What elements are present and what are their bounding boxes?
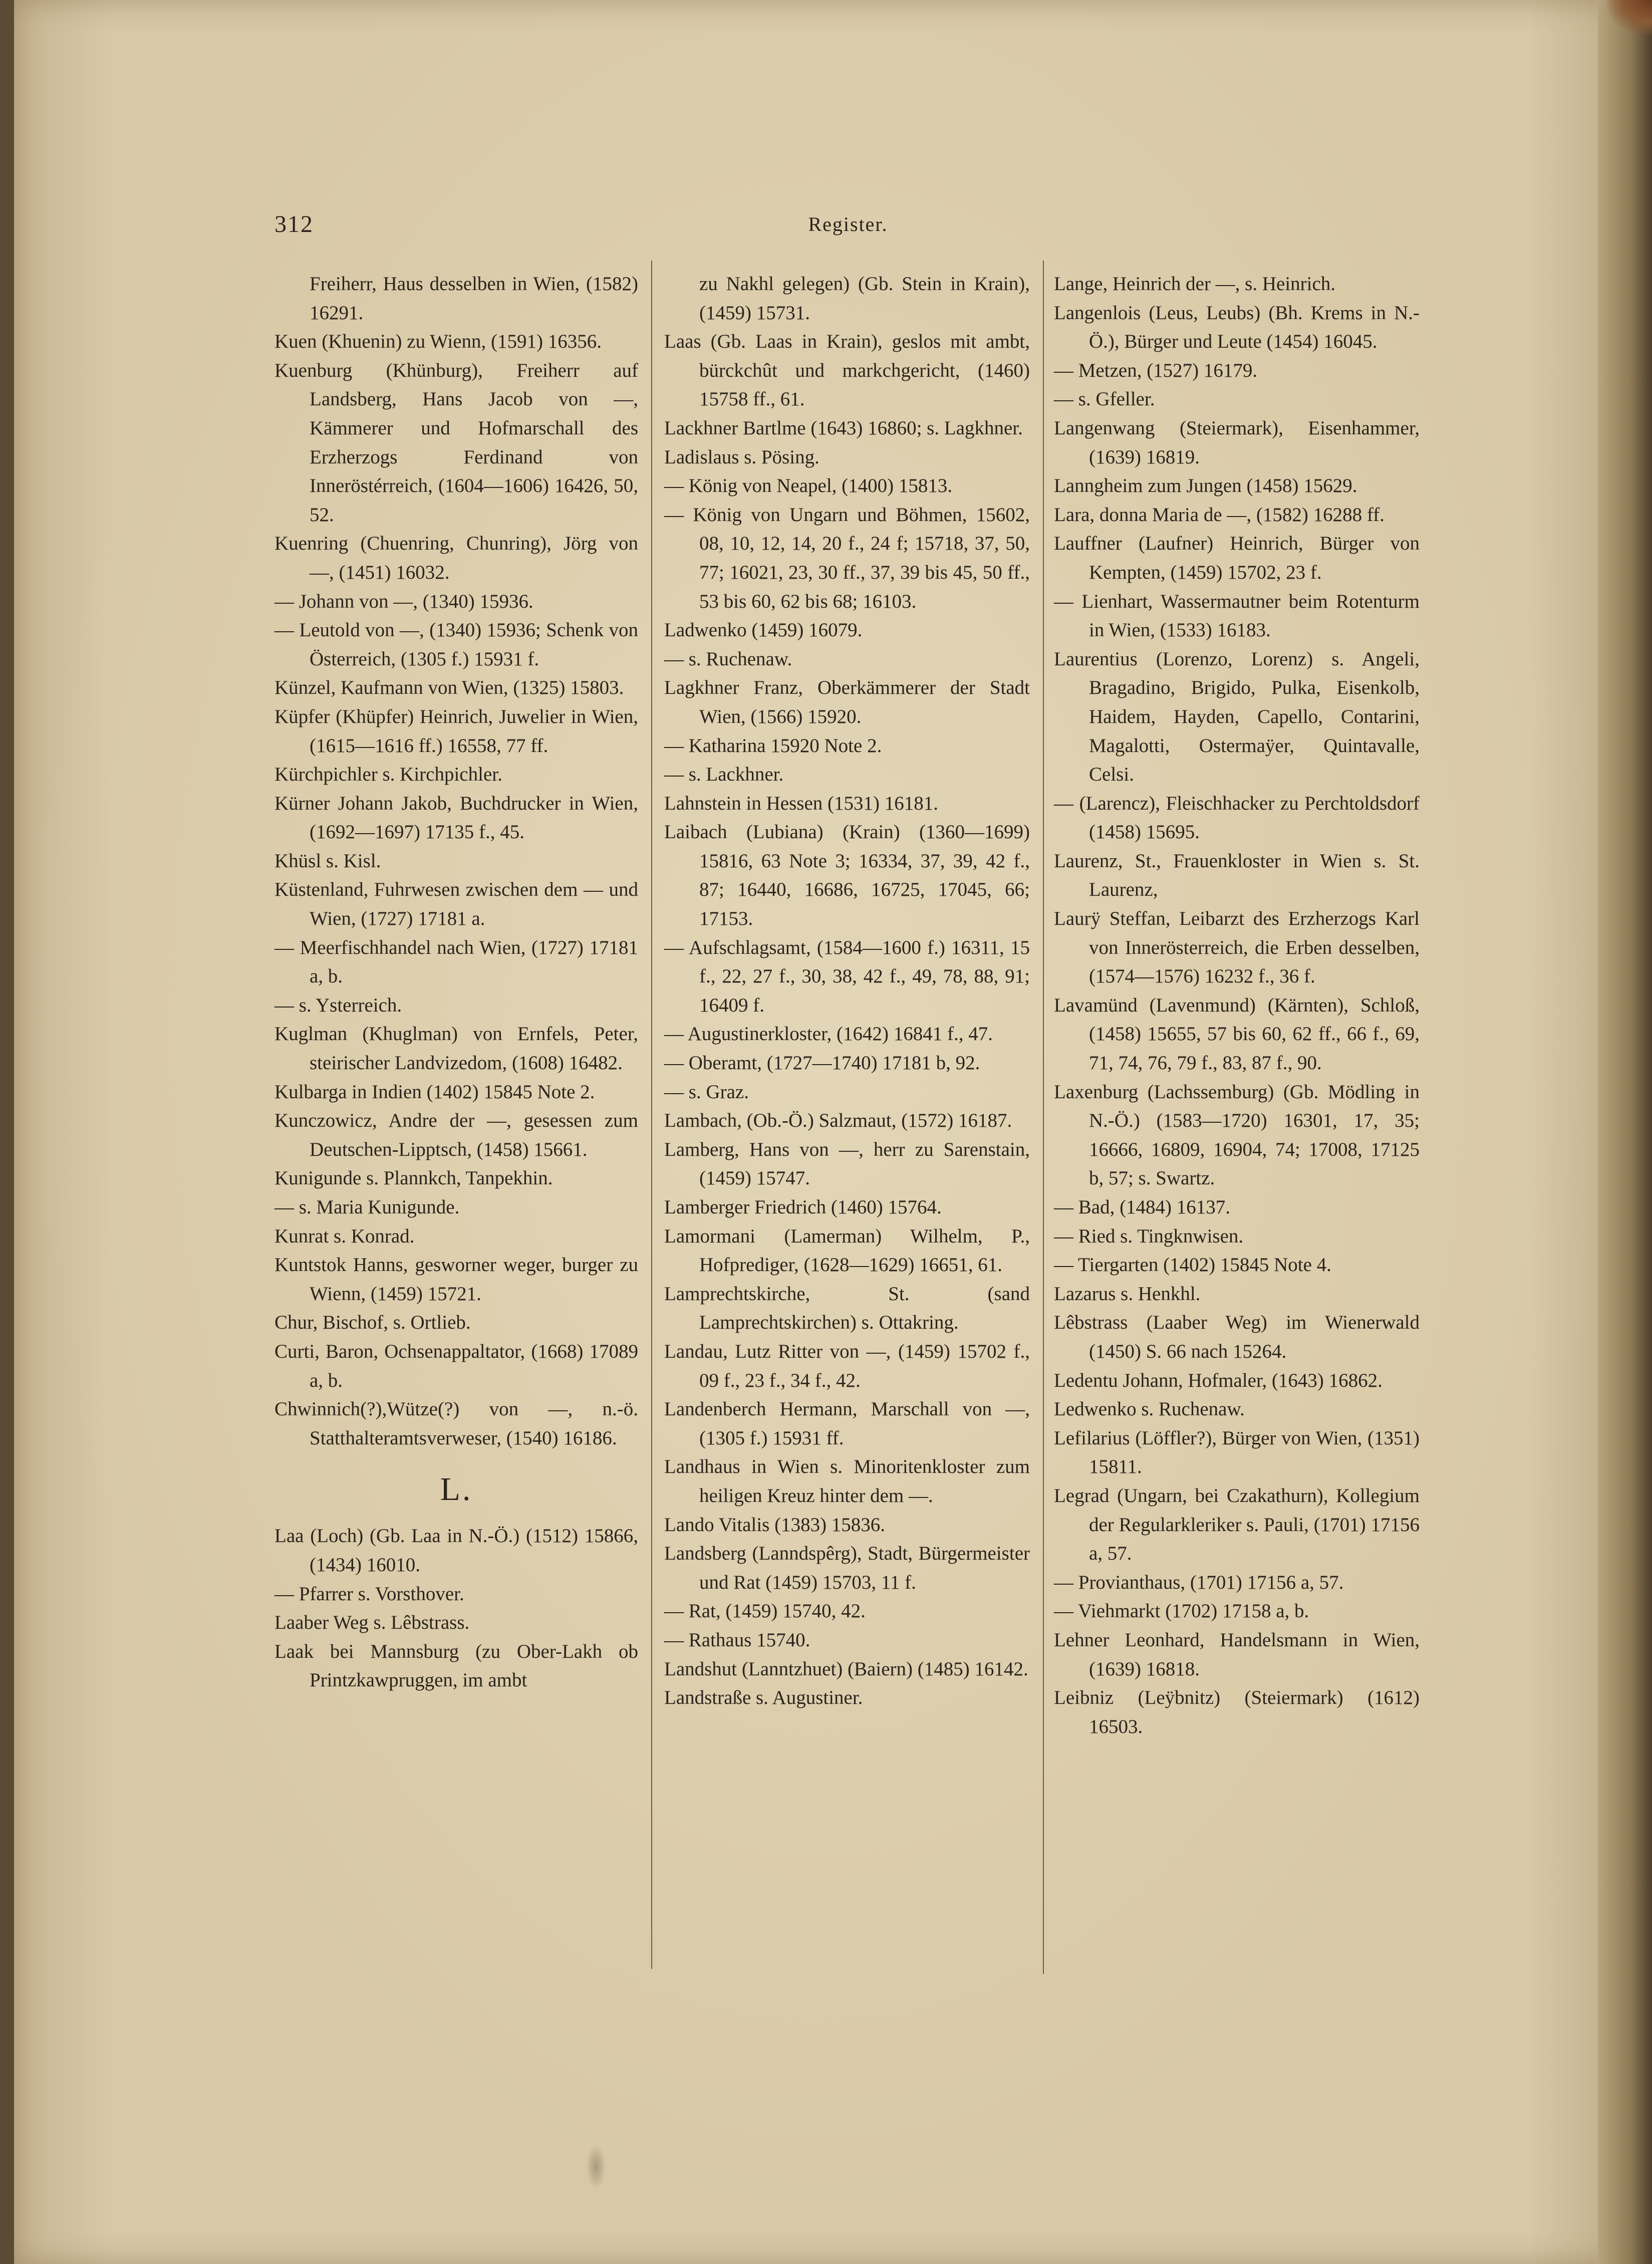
register-entry: — s. Gfeller. (1054, 388, 1155, 410)
register-entry: Lazarus s. Henkhl. (1054, 1283, 1201, 1305)
register-entry: Langenwang (Steiermark), Eisenhammer, (1639) 16819. (1054, 417, 1420, 468)
corner-damage (1607, 0, 1652, 35)
register-entry: — König von Neapel, (1400) 15813. (664, 475, 953, 497)
register-entry: Kuenburg (Khünburg), Freiherr auf Landsberg, Hans Jacob von —, Kämmerer und Hofmarschall des Erzherzogs Ferdinand von Inneröstérreich, (1604—1606) 16426, 50, 52. (274, 359, 638, 526)
register-entry: Freiherr, Haus desselben in Wien, (1582) 16291. (310, 273, 638, 324)
register-entry: — (Larencz), Fleischhacker zu Perchtoldsdorf (1458) 15695. (1054, 792, 1420, 843)
register-entry: Laurentius (Lorenzo, Lorenz) s. Angeli, Bragadino, Brigido, Pulka, Eisenkolb, Haidem, Hayden, Capello, Contarini, Magalotti, Ostermaÿer, Quintavalle, Celsi. (1054, 648, 1420, 786)
register-entry: Lagkhner Franz, Oberkämmerer der Stadt Wien, (1566) 15920. (664, 677, 1030, 727)
register-column-1 (274, 270, 638, 1695)
register-entry: — Aufschlagsamt, (1584—1600 f.) 16311, 15 f., 22, 27 f., 30, 38, 42 f., 49, 78, 88, 91; 16409 f. (664, 936, 1030, 1016)
register-entry: Laurÿ Steffan, Leibarzt des Erzherzogs Karl von Innerösterreich, die Erben desselben, (1574—1576) 16232 f., 36 f. (1054, 908, 1420, 987)
register-entry: — Meerfischhandel nach Wien, (1727) 17181 a, b. (274, 936, 638, 987)
register-entry: — Viehmarkt (1702) 17158 a, b. (1054, 1600, 1309, 1622)
register-entry: Laibach (Lubiana) (Krain) (1360—1699) 15816, 63 Note 3; 16334, 37, 39, 42 f., 87; 16440, 16686, 16725, 17045, 66; 17153. (664, 821, 1030, 930)
register-entry: Lêbstrass (Laaber Weg) im Wienerwald (1450) S. 66 nach 15264. (1054, 1312, 1420, 1362)
register-entry: — Lienhart, Wassermautner beim Rotenturm in Wien, (1533) 16183. (1054, 590, 1420, 641)
register-entry: Lackhner Bartlme (1643) 16860; s. Lagkhner. (664, 417, 1023, 439)
register-entry: — Metzen, (1527) 16179. (1054, 359, 1258, 381)
register-entry: Künzel, Kaufmann von Wien, (1325) 15803. (274, 677, 624, 699)
register-entry: Lavamünd (Lavenmund) (Kärnten), Schloß, (1458) 15655, 57 bis 60, 62 ff., 66 f., 69, 71, 74, 76, 79 f., 83, 87 f., 90. (1054, 994, 1420, 1074)
register-entry: Lamprechtskirche, St. (sand Lamprechtskirchen) s. Ottakring. (664, 1283, 1030, 1334)
register-entry: Laas (Gb. Laas in Krain), geslos mit ambt, bürckchût und markchgericht, (1460) 15758 ff., 61. (664, 331, 1030, 410)
register-entry: — Ried s. Tingknwisen. (1054, 1225, 1244, 1247)
register-entry: Lamberger Friedrich (1460) 15764. (664, 1196, 942, 1218)
section-letter-heading: L. (440, 1471, 473, 1508)
register-entry: Kulbarga in Indien (1402) 15845 Note 2. (274, 1081, 595, 1103)
register-entry: Langenlois (Leus, Leubs) (Bh. Krems in N.-Ö.), Bürger und Leute (1454) 16045. (1054, 302, 1420, 353)
paper-stain (586, 2144, 606, 2189)
register-entry: Laxenburg (Lachssemburg) (Gb. Mödling in N.-Ö.) (1583—1720) 16301, 17, 35; 16666, 16809, 16904, 74; 17008, 17125 b, 57; s. Swartz. (1054, 1081, 1420, 1189)
register-entry: Chur, Bischof, s. Ortlieb. (274, 1312, 471, 1334)
register-entry: Landsberg (Lanndspêrg), Stadt, Bürgermeister und Rat (1459) 15703, 11 f. (664, 1543, 1030, 1593)
register-entry: Kürner Johann Jakob, Buchdrucker in Wien, (1692—1697) 17135 f., 45. (274, 792, 638, 843)
register-entry: Laurenz, St., Frauenkloster in Wien s. St. Laurenz, (1054, 850, 1420, 901)
register-entry: Kuntstok Hanns, gesworner weger, burger zu Wienn, (1459) 15721. (274, 1254, 638, 1305)
register-entry: Khüsl s. Kisl. (274, 850, 381, 872)
register-column-2 (664, 270, 1030, 1712)
register-entry: Kunczowicz, Andre der —, gesessen zum Deutschen-Lipptsch, (1458) 15661. (274, 1110, 638, 1160)
page-edge (1598, 0, 1652, 2264)
register-entry: — s. Maria Kunigunde. (274, 1196, 460, 1218)
register-entry: Laaber Weg s. Lêbstrass. (274, 1612, 470, 1634)
register-entry: Küpfer (Khüpfer) Heinrich, Juwelier in Wien, (1615—1616 ff.) 16558, 77 ff. (274, 705, 638, 757)
register-entry: Lanngheim zum Jungen (1458) 15629. (1054, 475, 1357, 497)
register-entry: Lara, donna Maria de —, (1582) 16288 ff. (1054, 504, 1385, 526)
register-entry: Kuenring (Chuenring, Chunring), Jörg von —, (1451) 16032. (274, 533, 638, 583)
register-entry: Ledentu Johann, Hofmaler, (1643) 16862. (1054, 1369, 1383, 1391)
register-entry: Lamberg, Hans von —, herr zu Sarenstain, (1459) 15747. (664, 1138, 1030, 1189)
register-entry: Lahnstein in Hessen (1531) 16181. (664, 792, 938, 814)
register-entry: Kunigunde s. Plannkch, Tanpekhin. (274, 1167, 553, 1189)
register-entry: Laak bei Mannsburg (zu Ober-Lakh ob Printzkawpruggen, im ambt (274, 1640, 638, 1691)
register-entry: — s. Lackhner. (664, 764, 784, 786)
register-entry: — s. Ruchenaw. (664, 648, 792, 670)
page-number: 312 (274, 211, 314, 237)
register-entry: Chwinnich(?),Wütze(?) von —, n.-ö. Statthalteramtsverweser, (1540) 16186. (274, 1398, 638, 1449)
register-entry: — s. Ysterreich. (274, 994, 402, 1016)
register-entry: Kuglman (Khuglman) von Ernfels, Peter, steirischer Landvizedom, (1608) 16482. (274, 1023, 638, 1074)
register-entry: Landau, Lutz Ritter von —, (1459) 15702 f., 09 f., 23 f., 34 f., 42. (664, 1340, 1030, 1391)
register-entry: Ladislaus s. Pösing. (664, 446, 819, 468)
register-entry: — Rat, (1459) 15740, 42. (664, 1600, 866, 1622)
running-title: Register. (808, 213, 888, 235)
register-entry: Legrad (Ungarn, bei Czakathurn), Kollegium der Regularkleriker s. Pauli, (1701) 17156 a, 57. (1054, 1484, 1420, 1565)
register-entry: — Pfarrer s. Vorsthover. (274, 1583, 464, 1605)
register-entry: Kürchpichler s. Kirchpichler. (274, 764, 502, 786)
register-entry: — Tiergarten (1402) 15845 Note 4. (1054, 1254, 1331, 1276)
column-divider (1043, 261, 1044, 1974)
register-entry: — Leutold von —, (1340) 15936; Schenk von Österreich, (1305 f.) 15931 f. (274, 619, 638, 670)
register-entry: Lehner Leonhard, Handelsmann in Wien, (1639) 16818. (1054, 1629, 1420, 1680)
register-entry: Laa (Loch) (Gb. Laa in N.-Ö.) (1512) 15866, (1434) 16010. (274, 1525, 638, 1576)
register-entry: zu Nakhl gelegen) (Gb. Stein in Krain), (1459) 15731. (699, 273, 1030, 324)
register-entry: — Oberamt, (1727—1740) 17181 b, 92. (664, 1052, 980, 1074)
register-entry: Landstraße s. Augustiner. (664, 1687, 863, 1709)
register-entry: Landenberch Hermann, Marschall von —, (1305 f.) 15931 ff. (664, 1398, 1030, 1449)
register-entry: Landhaus in Wien s. Minoritenkloster zum heiligen Kreuz hinter dem —. (664, 1456, 1030, 1506)
register-entry: — Johann von —, (1340) 15936. (274, 590, 533, 612)
column-divider (651, 261, 652, 1969)
register-entry: Leibniz (Leÿbnitz) (Steiermark) (1612) 16503. (1054, 1687, 1420, 1737)
register-entry: Lefilarius (Löffler?), Bürger von Wien, (1351) 15811. (1054, 1427, 1420, 1478)
register-entry: Lauffner (Laufner) Heinrich, Bürger von Kempten, (1459) 15702, 23 f. (1054, 533, 1420, 583)
register-entry: Curti, Baron, Ochsenappaltator, (1668) 17089 a, b. (274, 1340, 638, 1391)
register-entry: — Bad, (1484) 16137. (1054, 1196, 1231, 1218)
register-entry: — Rathaus 15740. (664, 1629, 810, 1651)
register-entry: — Augustinerkloster, (1642) 16841 f., 47. (664, 1023, 993, 1045)
register-entry: — s. Graz. (664, 1081, 749, 1103)
register-entry: Landshut (Lanntzhuet) (Baiern) (1485) 16142. (664, 1658, 1028, 1680)
register-entry: Lamormani (Lamerman) Wilhelm, P., Hofprediger, (1628—1629) 16651, 61. (664, 1225, 1030, 1276)
register-entry: Ladwenko (1459) 16079. (664, 619, 863, 641)
register-entry: Ledwenko s. Ruchenaw. (1054, 1398, 1245, 1420)
register-entry: Lambach, (Ob.-Ö.) Salzmaut, (1572) 16187. (664, 1110, 1012, 1132)
register-entry: — Provianthaus, (1701) 17156 a, 57. (1054, 1571, 1344, 1593)
register-entry: — König von Ungarn und Böhmen, 15602, 08, 10, 12, 14, 20 f., 24 f; 15718, 37, 50, 77; 16021, 23, 30 ff., 37, 39 bis 45, 50 ff., 53 bis 60, 62 bis 68; 16103. (664, 504, 1030, 612)
register-entry: Küstenland, Fuhrwesen zwischen dem — und Wien, (1727) 17181 a. (274, 879, 638, 930)
register-column-3 (1054, 270, 1420, 1741)
register-entry: Kunrat s. Konrad. (274, 1225, 415, 1247)
register-entry: — Katharina 15920 Note 2. (664, 734, 882, 757)
register-entry: Lando Vitalis (1383) 15836. (664, 1514, 886, 1536)
register-entry: Kuen (Khuenin) zu Wienn, (1591) 16356. (274, 331, 602, 353)
register-entry: Lange, Heinrich der —, s. Heinrich. (1054, 273, 1336, 295)
page-header (274, 210, 1422, 245)
